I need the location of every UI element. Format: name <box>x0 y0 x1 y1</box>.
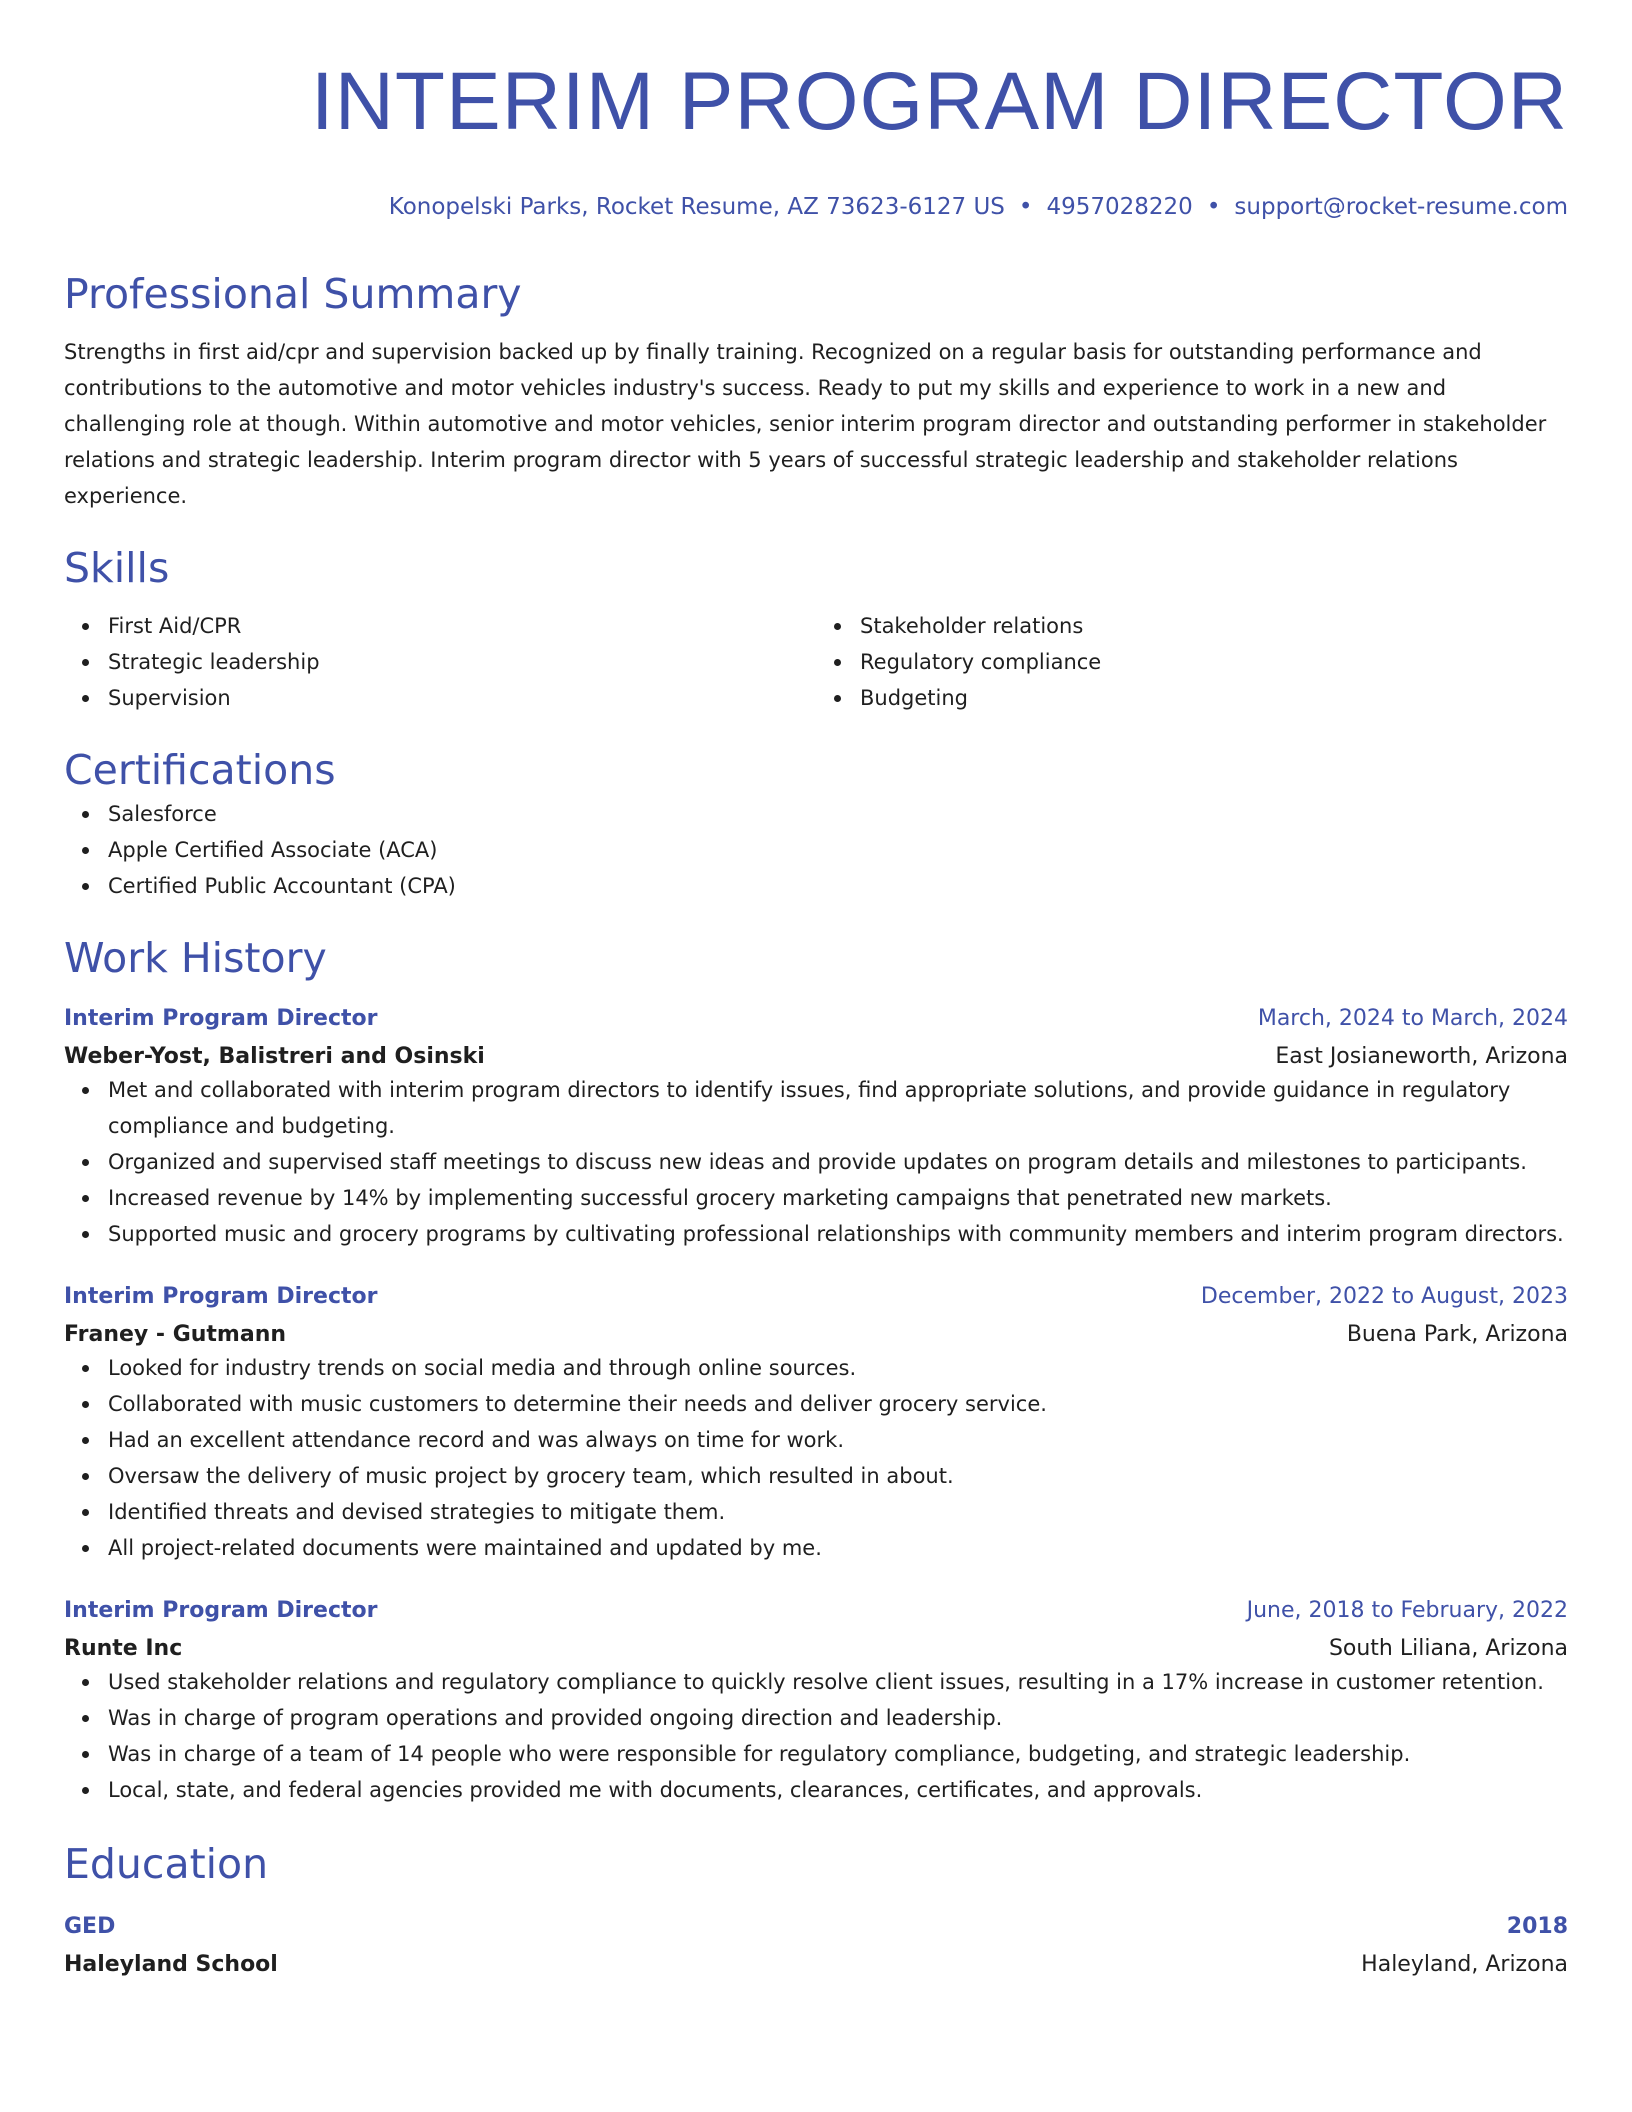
certification-item: Apple Certified Associate (ACA) <box>108 832 1568 868</box>
job-dates: December, 2022 to August, 2023 <box>1200 1284 1568 1309</box>
job-location: South Liliana, Arizona <box>1328 1636 1568 1661</box>
education-school: Haleyland School <box>64 1952 278 1977</box>
education-header-row <box>64 1912 1568 1942</box>
job-title: Interim Program Director <box>64 1284 378 1309</box>
summary-text: Strengths in first aid/cpr and supervision backed up by finally training. Recognized on a regular basis for outstanding performance and contributions to the automotive and motor vehicles industry's success. Ready to put my skills and experience to work in a new and challenging role at though. Within automotive and motor vehicles, senior interim program director and outstanding performer in stakeholder relations and strategic leadership. Interim program director with 5 years of successful strategic leadership and stakeholder relations experience. <box>64 340 1547 508</box>
contact-phone: 4957028220 <box>1046 194 1193 220</box>
job-duty: Increased revenue by 14% by implementing successful grocery marketing campaigns that penetrated new markets. <box>108 1180 1568 1216</box>
job-duty: Met and collaborated with interim program directors to identify issues, find appropriate solutions, and provide guidance in regulatory compliance and budgeting. <box>108 1072 1568 1144</box>
skill-item: Supervision <box>108 680 816 716</box>
job-header-row <box>64 1596 1568 1626</box>
job-entry <box>64 1004 1568 1252</box>
work-history-section <box>64 932 1568 1808</box>
certification-item: Certified Public Accountant (CPA) <box>108 868 1568 904</box>
job-duties-list <box>64 1072 1568 1252</box>
job-location: East Josianeworth, Arizona <box>1275 1044 1568 1069</box>
contact-address: Konopelski Parks, Rocket Resume, AZ 73623-6127 US <box>388 194 1005 220</box>
skills-list-left <box>64 608 816 716</box>
job-duty: Organized and supervised staff meetings to discuss new ideas and provide updates on program details and milestones to participants. <box>108 1144 1568 1180</box>
job-title-heading: INTERIM PROGRAM DIRECTOR <box>310 56 1568 147</box>
job-company-row <box>64 1034 1568 1072</box>
job-company: Runte Inc <box>64 1636 183 1661</box>
job-dates: March, 2024 to March, 2024 <box>1257 1006 1568 1031</box>
job-duties-list <box>64 1350 1568 1566</box>
job-duty: Looked for industry trends on social media and through online sources. <box>108 1350 1568 1386</box>
certifications-section <box>64 744 1568 904</box>
job-company: Weber-Yost, Balistreri and Osinski <box>64 1044 485 1069</box>
job-dates: June, 2018 to February, 2022 <box>1246 1598 1568 1623</box>
contact-email: support@rocket-resume.com <box>1234 194 1568 220</box>
certifications-list <box>64 796 1568 904</box>
job-duty: Had an excellent attendance record and was always on time for work. <box>108 1422 1568 1458</box>
job-entry <box>64 1282 1568 1566</box>
skill-item: Strategic leadership <box>108 644 816 680</box>
section-title-work-history: Work History <box>64 934 327 982</box>
job-title: Interim Program Director <box>64 1598 378 1623</box>
job-duty: Used stakeholder relations and regulatory compliance to quickly resolve client issues, resulting in a 17% increase in customer retention. <box>108 1664 1568 1700</box>
job-company-row <box>64 1626 1568 1664</box>
education-school-row <box>64 1942 1568 1980</box>
section-title-certifications: Certifications <box>64 746 336 794</box>
job-duty: Collaborated with music customers to determine their needs and deliver grocery service. <box>108 1386 1568 1422</box>
job-header-row <box>64 1282 1568 1312</box>
contact-line <box>64 192 1568 222</box>
job-company: Franey - Gutmann <box>64 1322 287 1347</box>
section-title-skills: Skills <box>64 544 170 592</box>
skills-section <box>64 542 1568 716</box>
job-duty: Local, state, and federal agencies provided me with documents, clearances, certificates, and approvals. <box>108 1772 1568 1808</box>
job-duty: Was in charge of program operations and provided ongoing direction and leadership. <box>108 1700 1568 1736</box>
education-location: Haleyland, Arizona <box>1361 1952 1568 1977</box>
section-title-summary: Professional Summary <box>64 270 522 318</box>
skill-item: Stakeholder relations <box>860 608 1568 644</box>
contact-separator: • <box>1206 194 1221 220</box>
skills-grid <box>64 608 1568 716</box>
job-location: Buena Park, Arizona <box>1346 1322 1568 1347</box>
job-duty: Oversaw the delivery of music project by grocery team, which resulted in about. <box>108 1458 1568 1494</box>
contact-separator: • <box>1018 194 1033 220</box>
resume-header <box>64 0 1568 222</box>
job-duties-list <box>64 1664 1568 1808</box>
job-duty: Was in charge of a team of 14 people who were responsible for regulatory compliance, budgeting, and strategic leadership. <box>108 1736 1568 1772</box>
job-title: Interim Program Director <box>64 1006 378 1031</box>
job-header-row <box>64 1004 1568 1034</box>
professional-summary-section <box>64 268 1568 514</box>
education-section <box>64 1838 1568 1980</box>
education-year: 2018 <box>1506 1914 1568 1939</box>
job-entry <box>64 1596 1568 1808</box>
skills-list-right <box>816 608 1568 716</box>
job-duty: Supported music and grocery programs by cultivating professional relationships with community members and interim program directors. <box>108 1216 1568 1252</box>
skill-item: First Aid/CPR <box>108 608 816 644</box>
section-title-education: Education <box>64 1840 269 1888</box>
job-company-row <box>64 1312 1568 1350</box>
certification-item: Salesforce <box>108 796 1568 832</box>
skill-item: Budgeting <box>860 680 1568 716</box>
education-degree: GED <box>64 1914 116 1939</box>
job-duty: All project-related documents were maintained and updated by me. <box>108 1530 1568 1566</box>
education-entry <box>64 1912 1568 1980</box>
skill-item: Regulatory compliance <box>860 644 1568 680</box>
job-duty: Identified threats and devised strategies to mitigate them. <box>108 1494 1568 1530</box>
